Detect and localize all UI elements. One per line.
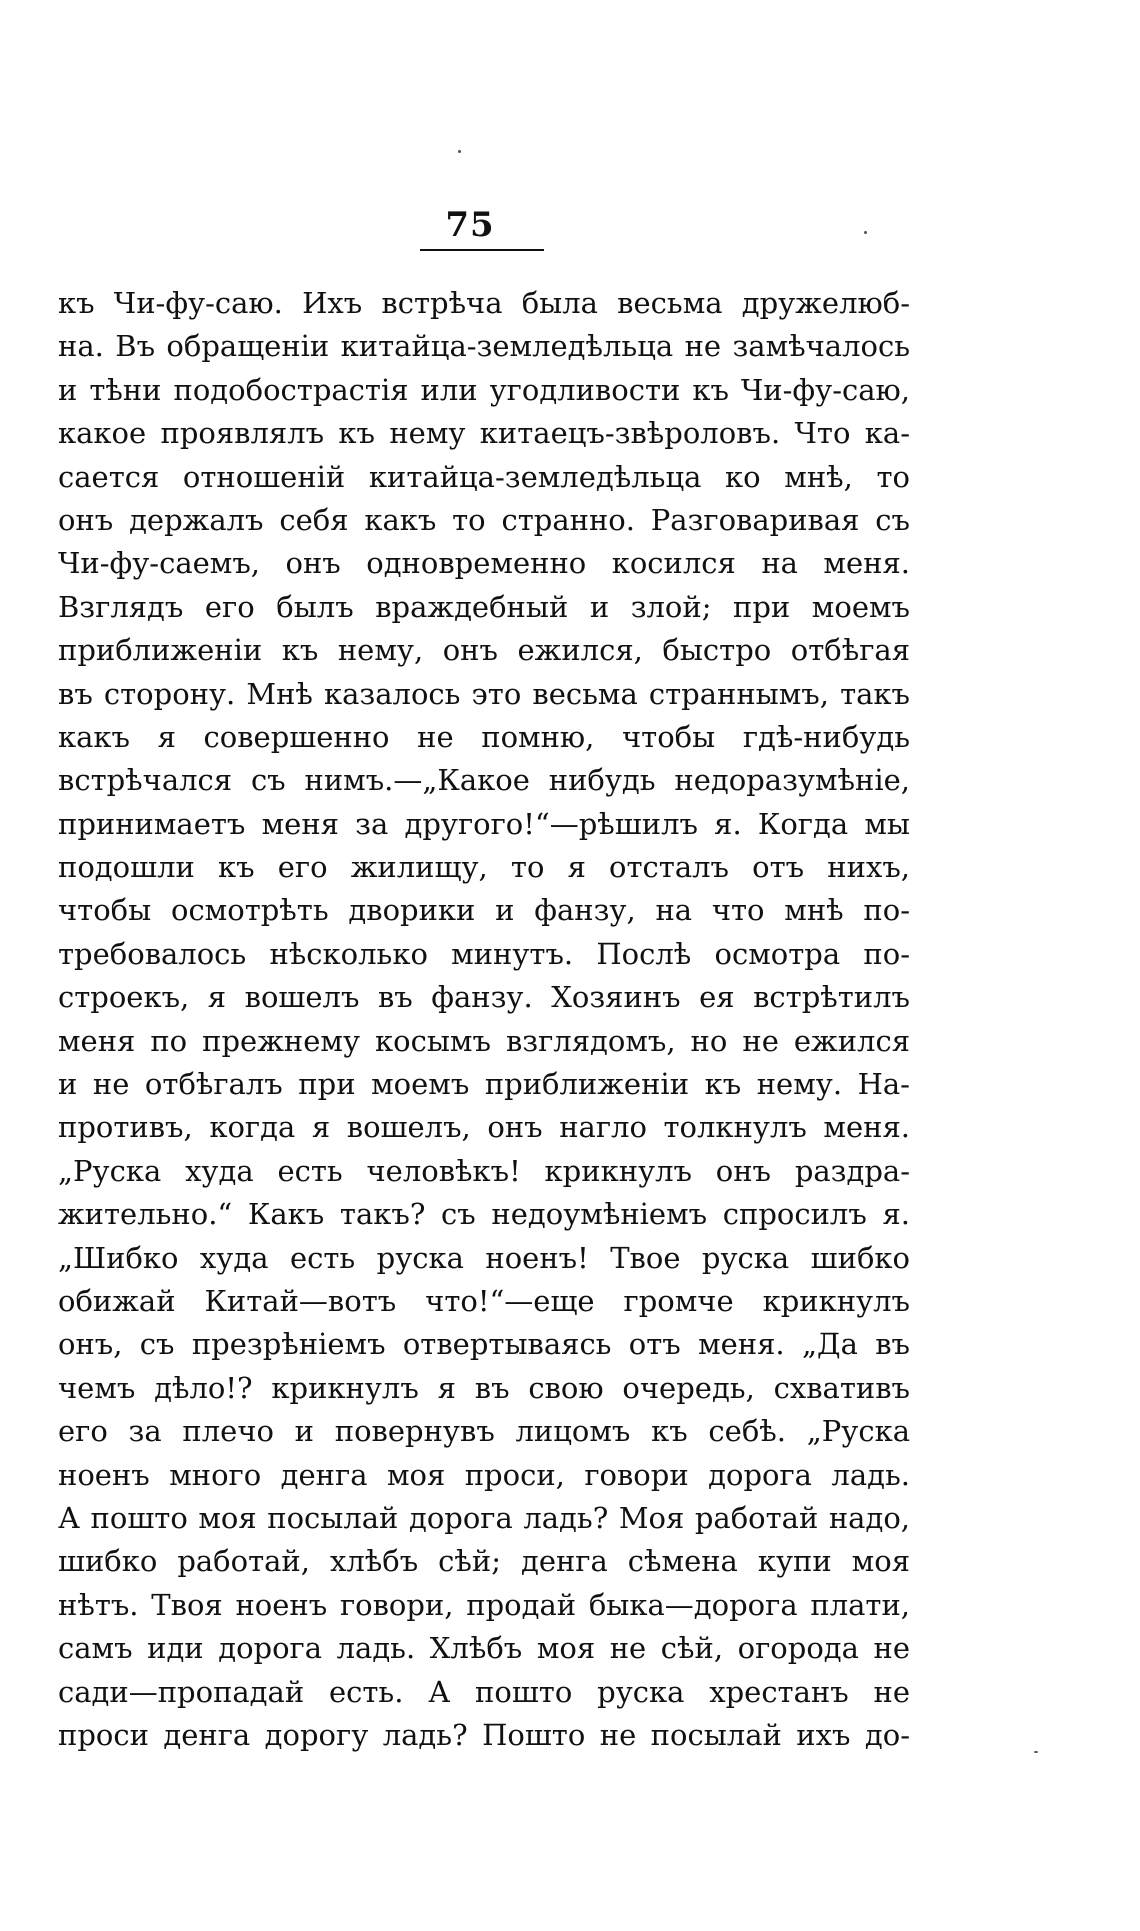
text-line: Взглядъ его былъ враждебный и злой; при моемъ [58,589,910,624]
page-number-rule [420,249,544,251]
text-line: и не отбѣгалъ при моемъ приближеніи къ нему. На- [58,1067,910,1102]
scan-speck [1034,1751,1038,1753]
text-line: къ Чи-фу-саю. Ихъ встрѣча была весьма дружелюб- [58,286,910,320]
text-line: чемъ дѣло!? крикнулъ я въ свою очередь, схвативъ [58,1370,910,1405]
text-line: противъ, когда я вошелъ, онъ нагло толкнулъ меня. [58,1110,910,1145]
text-line: на. Въ обращеніи китайца-земледѣльца не замѣчалось [58,329,910,364]
scan-speck [864,231,867,234]
text-line: сается отношеній китайца-земледѣльца ко мнѣ, то [58,459,910,494]
text-line: нѣтъ. Твоя ноенъ говори, продай быка—дорога плати, [58,1587,910,1622]
text-line: „Шибко худа есть руска ноенъ! Твое руска шибко [58,1240,910,1275]
text-line: строекъ, я вошелъ въ фанзу. Хозяинъ ея встрѣтилъ [58,980,910,1015]
text-line: жительно.“ Какъ такъ? съ недоумѣніемъ спросилъ я. [58,1197,910,1232]
text-line: самъ иди дорога ладь. Хлѣбъ моя не сѣй, огорода не [58,1631,910,1666]
text-line: шибко работай, хлѣбъ сѣй; денга сѣмена купи моя [58,1544,910,1579]
text-line: принимаетъ меня за другого!“—рѣшилъ я. Когда мы [58,806,910,841]
text-line: онъ держалъ себя какъ то странно. Разговаривая съ [58,502,910,537]
text-line: Чи-фу-саемъ, онъ одновременно косился на меня. [58,546,910,581]
page-number: 75 [445,205,495,245]
text-line: А пошто моя посылай дорога ладь? Моя работай надо, [58,1500,910,1535]
text-line: обижай Китай—вотъ что!“—еще громче крикнулъ [58,1283,910,1318]
text-line: сади—пропадай есть. А пошто руска хрестанъ не [58,1674,910,1709]
text-line: меня по прежнему косымъ взглядомъ, но не ежился [58,1023,910,1058]
text-line: подошли къ его жилищу, то я отсталъ отъ нихъ, [58,850,910,885]
scan-speck [458,150,461,153]
text-line: какое проявлялъ къ нему китаецъ-звѣроловъ. Что ка- [58,416,910,451]
text-line: ноенъ много денга моя проси, говори дорога ладь. [58,1457,910,1492]
text-line: его за плечо и повернувъ лицомъ къ себѣ. „Руска [58,1414,910,1449]
text-line: встрѣчался съ нимъ.—„Какое нибудь недоразумѣніе, [58,763,910,798]
text-line: проси денга дорогу ладь? Пошто не посылай ихъ до- [58,1717,910,1752]
text-line: въ сторону. Мнѣ казалось это весьма страннымъ, такъ [58,676,910,711]
text-line: „Руска худа есть человѣкъ! крикнулъ онъ раздра- [58,1153,910,1188]
text-line: приближеніи къ нему, онъ ежился, быстро отбѣгая [58,633,910,668]
text-line: чтобы осмотрѣть дворики и фанзу, на что мнѣ по- [58,893,910,928]
text-line: какъ я совершенно не помню, чтобы гдѣ-нибудь [58,719,910,754]
text-line: онъ, съ презрѣніемъ отвертываясь отъ меня. „Да въ [58,1327,910,1362]
text-line: требовалось нѣсколько минутъ. Послѣ осмотра по- [58,936,910,971]
text-line: и тѣни подобострастія или угодливости къ Чи-фу-саю, [58,372,910,407]
body-text [58,282,910,1757]
